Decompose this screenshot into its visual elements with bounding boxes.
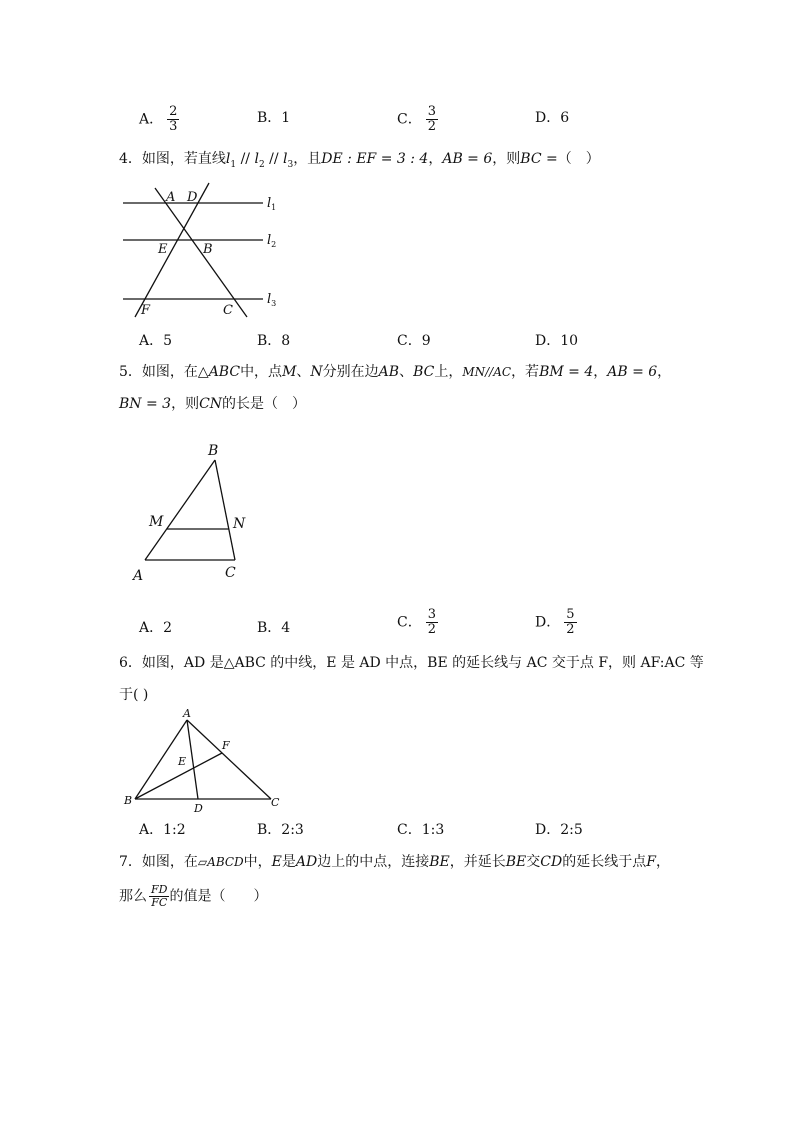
- segment-name: BE: [429, 854, 450, 870]
- label-a: A: [166, 190, 176, 205]
- line-name: l: [254, 151, 259, 167]
- q6-option-c: C．1:3: [397, 822, 445, 838]
- subscript: 1: [230, 159, 237, 170]
- subscript: 2: [258, 159, 265, 170]
- separator: ，: [657, 364, 672, 380]
- q3-option-a: [139, 105, 179, 134]
- point-name: F: [646, 854, 656, 870]
- fraction: [167, 105, 179, 134]
- segment-name: AD: [295, 854, 318, 870]
- stem-text: 交: [526, 854, 541, 870]
- q5-option-a: A．2: [139, 620, 173, 636]
- q5-stem-line1: [119, 363, 671, 381]
- q7-stem-line1: [119, 853, 670, 871]
- stem-text: ，: [655, 854, 670, 870]
- label-m: M: [149, 514, 164, 530]
- side-ab: [145, 460, 215, 560]
- stem-text: ，则: [171, 396, 200, 412]
- stem-text: ，则: [492, 151, 521, 167]
- option-label: C．: [397, 111, 422, 128]
- label-b: B: [124, 794, 133, 807]
- stem-text: 如图，在: [141, 364, 198, 380]
- q6-figure-triangle: [118, 705, 293, 817]
- q5-option-b: B．4: [257, 620, 291, 636]
- stem-text: ，并延长: [449, 854, 506, 870]
- median-ad: [187, 720, 198, 799]
- label-f: F: [222, 739, 230, 752]
- given-value: BN = 3: [119, 396, 172, 412]
- denominator: 2: [427, 622, 436, 637]
- parallel-symbol: //: [264, 151, 284, 167]
- q5-figure-triangle: [125, 438, 265, 586]
- q4-option-d: D．10: [535, 333, 579, 349]
- q6-option-a: A．1:2: [139, 822, 186, 838]
- question-number: 4．: [119, 151, 142, 167]
- label-b: B: [208, 443, 219, 459]
- stem-text: ，若: [511, 364, 540, 380]
- q4-stem: [119, 150, 600, 174]
- fraction: [426, 105, 438, 134]
- numerator: FD: [151, 883, 168, 896]
- stem-text: 的值是（ ）: [169, 888, 268, 905]
- stem-text: 如图，若直线: [141, 151, 226, 167]
- label-c: C: [225, 565, 236, 581]
- segment-name: CN: [199, 396, 223, 412]
- separator: ，: [593, 364, 608, 380]
- parallel-expression: MN//AC: [462, 365, 512, 379]
- side-ac: [187, 720, 271, 799]
- ratio-expression: DE : EF = 3 : 4: [321, 151, 429, 167]
- label-b: B: [203, 242, 213, 257]
- line-name: l: [225, 151, 231, 167]
- parallel-symbol: //: [236, 151, 255, 167]
- stem-text: 7．如图，在: [119, 854, 198, 870]
- q4-figure-parallel-lines: [115, 180, 290, 320]
- q3-option-d: D．6: [535, 110, 570, 126]
- q4-option-a: A．5: [139, 333, 173, 349]
- stem-text: 那么: [119, 888, 147, 905]
- stem-text: 上，: [434, 364, 463, 380]
- segment-name: AB: [378, 364, 400, 380]
- label-a: A: [183, 707, 191, 720]
- label-a: A: [133, 568, 144, 584]
- stem-text: 是: [281, 854, 296, 870]
- q6-stem-line2: 于( ): [119, 687, 149, 703]
- stem-text: 分别在边: [322, 364, 379, 380]
- q7-stem-line2: [119, 884, 267, 909]
- separator: 、: [296, 364, 311, 380]
- segment-name: BC: [413, 364, 435, 380]
- given-value: AB = 6: [442, 151, 493, 167]
- label-e: E: [178, 755, 187, 768]
- label-c: C: [223, 303, 233, 318]
- option-label: A．: [139, 111, 164, 128]
- numerator: 2: [169, 104, 178, 119]
- denominator: 3: [169, 119, 178, 134]
- q6-stem-line1: 6．如图，AD 是△ABC 的中线，E 是 AD 中点，BE 的延长线与 AC 交于点 F，则 AF:AC 等: [119, 655, 704, 671]
- side-bc: [215, 460, 235, 560]
- stem-text: 边上的中点，连接: [317, 854, 430, 870]
- denominator: FC: [151, 896, 168, 909]
- fraction: [426, 608, 438, 637]
- label-l3: $l_3$: [267, 292, 277, 308]
- option-label: C．: [397, 614, 422, 631]
- unknown-expression: BC =: [520, 151, 558, 167]
- line-name: l: [283, 151, 288, 167]
- q6-option-d: D．2:5: [535, 822, 583, 838]
- transversal-ac: [155, 188, 247, 317]
- stem-text: 的延长线于点: [562, 854, 647, 870]
- given-value: BM = 4: [539, 364, 594, 380]
- stem-text: 中，点: [240, 364, 283, 380]
- q6-option-b: B．2:3: [257, 822, 304, 838]
- numerator: 3: [427, 607, 436, 622]
- subscript: 3: [287, 159, 294, 170]
- point-name: N: [310, 364, 323, 380]
- stem-text: ，: [428, 151, 443, 167]
- label-n: N: [233, 516, 246, 532]
- q5-option-d: [535, 608, 577, 637]
- segment-name: BE: [505, 854, 527, 870]
- point-name: M: [282, 364, 297, 380]
- fraction: [564, 608, 576, 637]
- q3-option-b: B．1: [257, 110, 291, 126]
- stem-text: ，且: [293, 151, 322, 167]
- q5-option-c: [397, 608, 438, 637]
- option-label: D．: [535, 614, 561, 631]
- numerator: 3: [427, 104, 436, 119]
- label-f: F: [141, 303, 151, 318]
- separator: 、: [399, 364, 414, 380]
- q4-option-b: B．8: [257, 333, 291, 349]
- q3-option-c: [397, 105, 438, 134]
- segment-name: CD: [540, 854, 563, 870]
- q5-stem-line2: [119, 395, 306, 413]
- denominator: 2: [427, 119, 436, 134]
- label-d: D: [187, 190, 198, 205]
- stem-text: 中，: [243, 854, 272, 870]
- given-value: AB = 6: [607, 364, 658, 380]
- triangle-name: △ABC: [197, 364, 241, 380]
- label-l1: $l_1$: [267, 196, 277, 212]
- numerator: 5: [566, 607, 575, 622]
- parallelogram-name: ▱ABCD: [197, 855, 244, 869]
- point-name: E: [271, 854, 282, 870]
- label-l2: $l_2$: [267, 233, 277, 249]
- q4-option-c: C．9: [397, 333, 431, 349]
- stem-text: 的长是（ ）: [222, 396, 307, 412]
- answer-blank: （ ）: [557, 151, 600, 167]
- label-e: E: [158, 242, 168, 257]
- question-number: 5．: [119, 364, 142, 380]
- fraction: [149, 884, 169, 909]
- denominator: 2: [566, 622, 575, 637]
- label-d: D: [194, 802, 203, 815]
- label-c: C: [271, 796, 280, 809]
